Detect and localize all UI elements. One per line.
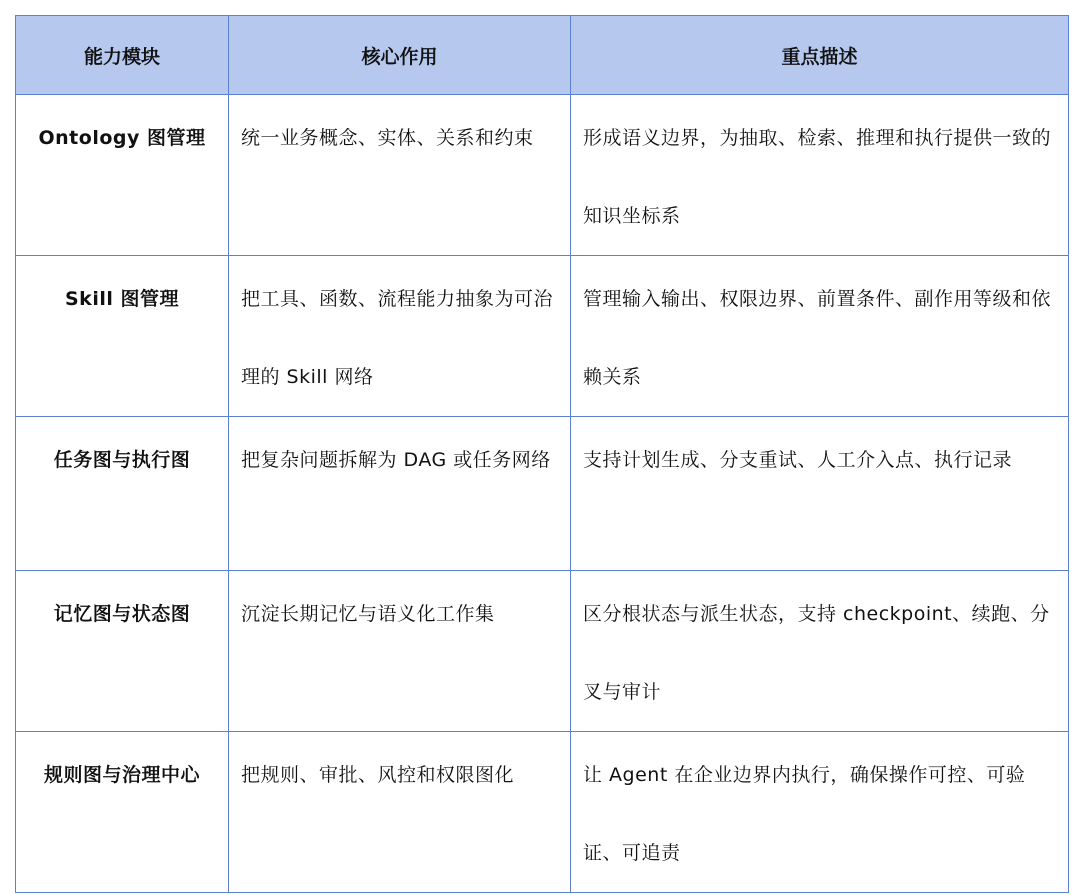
description-text: 管理输入输出、权限边界、前置条件、副作用等级和依赖关系	[583, 288, 1052, 388]
description-cell	[571, 417, 1069, 571]
module-name: Skill 图管理	[65, 288, 179, 310]
description-cell	[571, 571, 1069, 732]
capability-table-container	[15, 15, 1069, 893]
description-text: 形成语义边界，为抽取、检索、推理和执行提供一致的知识坐标系	[583, 127, 1052, 227]
module-name: 任务图与执行图	[53, 449, 191, 471]
role-cell	[229, 95, 571, 256]
role-cell	[229, 571, 571, 732]
role-cell	[229, 417, 571, 571]
module-cell	[16, 95, 229, 256]
header-row	[16, 16, 1069, 95]
module-name: 记忆图与状态图	[53, 603, 191, 625]
description-cell	[571, 732, 1069, 893]
header-role: 核心作用	[229, 16, 571, 95]
description-cell	[571, 95, 1069, 256]
description-text: 支持计划生成、分支重试、人工介入点、执行记录	[583, 449, 1013, 471]
role-text: 把工具、函数、流程能力抽象为可治理的 Skill 网络	[241, 288, 554, 388]
table-body	[16, 95, 1069, 893]
module-cell	[16, 417, 229, 571]
table-header	[16, 16, 1069, 95]
description-text: 区分根状态与派生状态，支持 checkpoint、续跑、分叉与审计	[583, 603, 1050, 703]
description-cell	[571, 256, 1069, 417]
role-text: 统一业务概念、实体、关系和约束	[241, 127, 534, 149]
role-cell	[229, 256, 571, 417]
module-cell	[16, 256, 229, 417]
table-row	[16, 571, 1069, 732]
role-text: 把复杂问题拆解为 DAG 或任务网络	[241, 449, 551, 471]
module-name: Ontology 图管理	[38, 127, 206, 149]
role-cell	[229, 732, 571, 893]
header-module: 能力模块	[16, 16, 229, 95]
role-text: 把规则、审批、风控和权限图化	[241, 764, 515, 786]
header-description: 重点描述	[571, 16, 1069, 95]
table-row	[16, 417, 1069, 571]
table-row	[16, 95, 1069, 256]
module-cell	[16, 732, 229, 893]
role-text: 沉淀长期记忆与语义化工作集	[241, 603, 495, 625]
description-text: 让 Agent 在企业边界内执行，确保操作可控、可验证、可追责	[583, 764, 1026, 864]
table-row	[16, 732, 1069, 893]
module-cell	[16, 571, 229, 732]
capability-table	[15, 15, 1069, 893]
module-name: 规则图与治理中心	[43, 764, 200, 786]
table-row	[16, 256, 1069, 417]
